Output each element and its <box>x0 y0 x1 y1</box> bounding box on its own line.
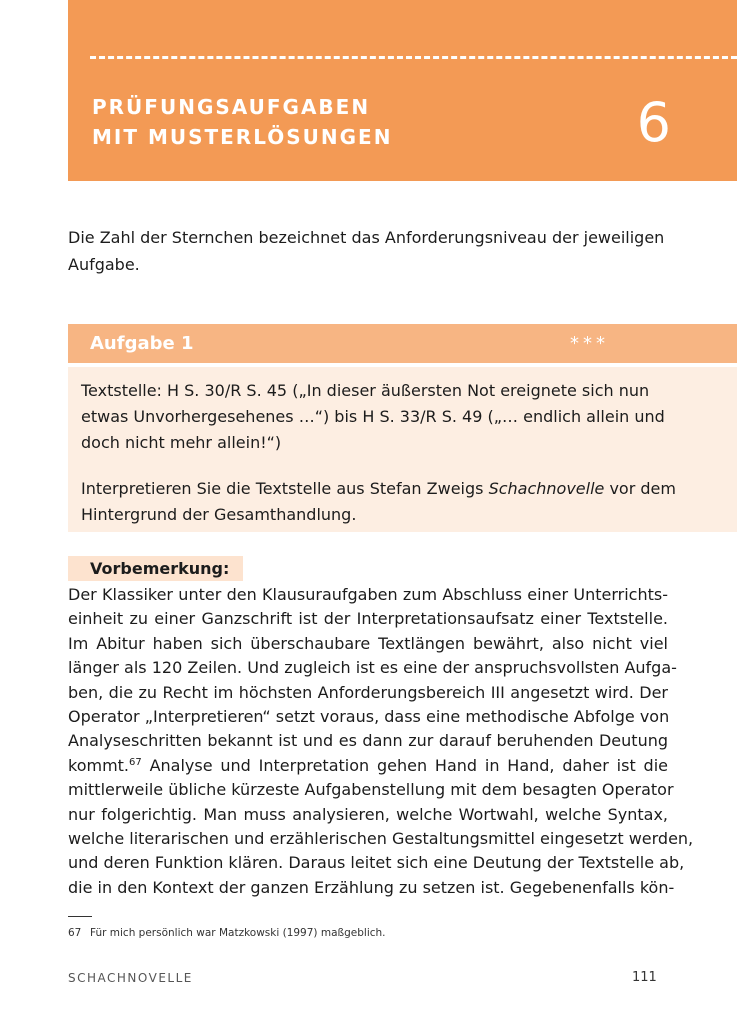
task-instruction-work-title: Schachnovelle <box>488 479 605 498</box>
task-instruction <box>81 476 691 528</box>
running-footer-title: SCHACHNOVELLE <box>68 971 193 985</box>
body-line <box>68 754 668 778</box>
body-line: ben, die zu Recht im höchsten Anforderungsbereich III angesetzt wird. Der <box>68 682 668 702</box>
chapter-title-line-1: PRÜFUNGSAUFGABEN <box>92 95 371 119</box>
body-line: und deren Funktion klären. Daraus leitet sich eine Deutung der Textstelle ab, <box>68 853 685 873</box>
footnote-text: Für mich persönlich war Matzkowski (1997) maßgeblich. <box>90 927 386 939</box>
body-line: einheit zu einer Ganzschrift ist der Interpretationsaufsatz einer Textstelle. <box>68 609 668 629</box>
intro-paragraph: Die Zahl der Sternchen bezeichnet das Anforderungsniveau der jeweiligen Aufgabe. <box>68 228 665 274</box>
body-line: Der Klassiker unter den Klausuraufgaben zum Abschluss einer Unterrichts- <box>68 585 668 604</box>
task-instruction-post: vor dem Hintergrund der Gesamthandlung. <box>81 479 676 524</box>
body-line: Analyseschritten bekannt ist und es dann zur darauf beruhenden Deutung <box>68 731 668 751</box>
body-line: mittlerweile übliche kürzeste Aufgabenstellung mit dem besagten Operator <box>68 780 674 800</box>
task-source-text: Textstelle: H S. 30/R S. 45 („In dieser äußersten Not ereignete sich nun etwas Unvorhergesehenes …“) bis H S. 33/R S. 49 („… endlich allein und doch nicht mehr allein!“) <box>81 381 665 452</box>
body-line: länger als 120 Zeilen. Und zugleich ist es eine der anspruchsvollsten Aufga- <box>68 658 677 678</box>
difficulty-stars: *** <box>570 333 609 354</box>
page-number: 111 <box>632 970 657 985</box>
body-line: welche literarischen und erzählerischen Gestaltungsmittel eingesetzt werden, <box>68 828 694 848</box>
body-line: Operator „Interpretieren“ setzt voraus, dass eine methodische Abfolge von <box>68 706 670 726</box>
remark-body <box>68 583 694 900</box>
task-title: Aufgabe 1 <box>90 333 194 354</box>
footnote <box>68 926 386 940</box>
chapter-title <box>92 92 392 152</box>
body-line: nur folgerichtig. Man muss analysieren, welche Wortwahl, welche Syntax, <box>68 804 668 824</box>
task-instruction-pre: Interpretieren Sie die Textstelle aus Stefan Zweigs <box>81 479 489 498</box>
remark-label-box <box>68 556 243 581</box>
footnote-reference[interactable]: 67 <box>129 756 142 768</box>
remark-label: Vorbemerkung: <box>90 559 230 578</box>
body-line-part: kommt. <box>68 755 130 775</box>
chapter-header <box>68 0 737 181</box>
chapter-title-line-2: MIT MUSTERLÖSUNGEN <box>92 125 393 149</box>
chapter-number: 6 <box>636 91 671 154</box>
footnote-rule <box>68 916 92 917</box>
footnote-number: 67 <box>68 927 82 939</box>
body-line-part: Analyse und Interpretation gehen Hand in Hand, daher ist die <box>141 755 668 775</box>
body-line: die in den Kontext der ganzen Erzählung zu setzen ist. Gegebenenfalls kön- <box>68 877 675 897</box>
task-header <box>68 324 737 363</box>
body-line: Im Abitur haben sich überschaubare Textlängen bewährt, also nicht viel <box>68 633 668 653</box>
dashed-divider <box>90 56 737 59</box>
task-box <box>68 367 737 532</box>
